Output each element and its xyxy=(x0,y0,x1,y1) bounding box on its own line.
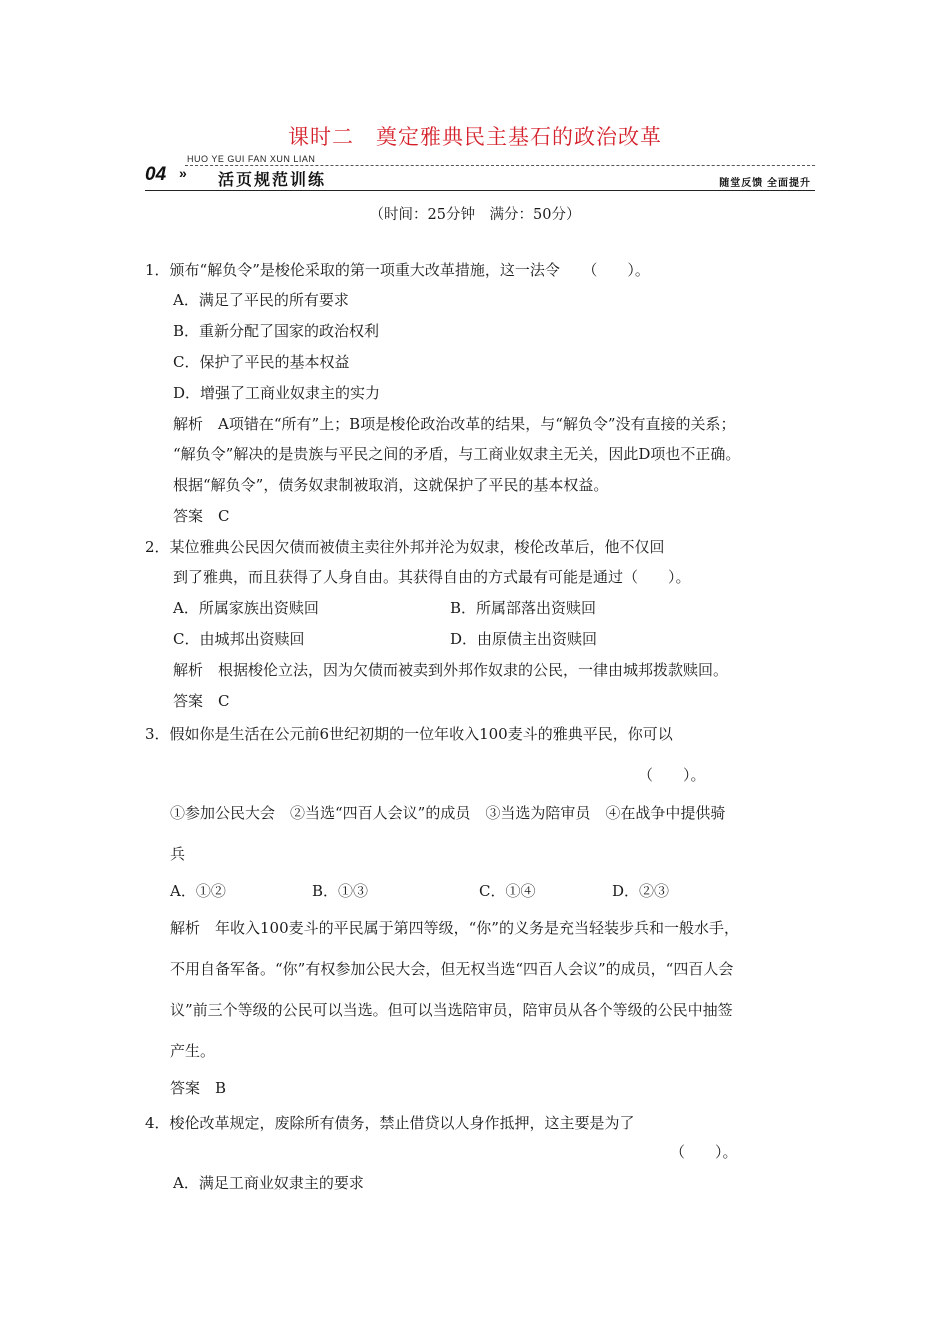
section-number: 04 xyxy=(145,164,167,185)
q3-option-a: A．①② xyxy=(170,882,226,900)
q1-option-c: C．保护了平民的基本权益 xyxy=(173,353,350,371)
section-pinyin: HUO YE GUI FAN XUN LIAN xyxy=(187,154,316,164)
q2-option-b: B．所属部落出资赎回 xyxy=(450,599,597,617)
q2-option-d: D．由原债主出资赎回 xyxy=(450,630,598,648)
q1-stem: 1．颁布“解负令”是梭伦采取的第一项重大改革措施，这一法令 （ ）。 xyxy=(145,261,650,279)
q3-option-d: D．②③ xyxy=(612,882,670,900)
q3-explanation-line: 解析 年收入100麦斗的平民属于第四等级，“你”的义务是充当轻装步兵和一般水手， xyxy=(170,919,739,937)
chevron-icon: » xyxy=(179,165,187,181)
q2-stem-line: 到了雅典，而且获得了人身自由。其获得自由的方式最有可能是通过（ ）。 xyxy=(173,568,691,586)
time-info: （时间：25分钟 满分：50分） xyxy=(369,207,581,223)
q3-items-line: ①参加公民大会 ②当选“四百人会议”的成员 ③当选为陪审员 ④在战争中提供骑 xyxy=(170,804,726,822)
q2-stem-line: 2．某位雅典公民因欠债而被债主卖往外邦并沦为奴隶，梭伦改革后，他不仅回 xyxy=(145,538,665,556)
q1-option-b: B．重新分配了国家的政治权利 xyxy=(173,322,380,340)
q3-items-line: 兵 xyxy=(170,845,186,863)
page-title: 课时二 奠定雅典民主基石的政治改革 xyxy=(288,125,662,149)
q3-option-b: B．①③ xyxy=(312,882,369,900)
q3-explanation-line: 产生。 xyxy=(170,1042,216,1060)
q4-answer-paren: （ ）。 xyxy=(670,1143,738,1161)
q1-option-a: A．满足了平民的所有要求 xyxy=(173,291,349,309)
section-name: 活页规范训练 xyxy=(218,172,327,189)
q3-explanation-line: 不用自备军备。“你”有权参加公民大会，但无权当选“四百人会议”的成员，“四百人会 xyxy=(170,960,734,978)
q2-option-a: A．所属家族出资赎回 xyxy=(173,599,319,617)
q3-answer-paren: （ ）。 xyxy=(638,766,706,784)
dashed-divider xyxy=(185,165,815,166)
q3-option-c: C．①④ xyxy=(479,882,536,900)
q1-answer: 答案 C xyxy=(173,507,230,525)
q1-option-d: D．增强了工商业奴隶主的实力 xyxy=(173,384,381,402)
q2-answer: 答案 C xyxy=(173,692,230,710)
section-banner xyxy=(145,154,815,194)
q3-answer: 答案 B xyxy=(170,1079,227,1097)
q3-stem: 3．假如你是生活在公元前6世纪初期的一位年收入100麦斗的雅典平民，你可以 xyxy=(145,725,673,743)
q2-explanation: 解析 根据梭伦立法，因为欠债而被卖到外邦作奴隶的公民，一律由城邦拨款赎回。 xyxy=(173,661,729,679)
section-tagline: 随堂反馈 全面提升 xyxy=(719,178,811,189)
q1-explanation-line: 根据“解负令”，债务奴隶制被取消，这就保护了平民的基本权益。 xyxy=(173,476,609,494)
q1-explanation-line: “解负令”解决的是贵族与平民之间的矛盾，与工商业奴隶主无关，因此D项也不正确。 xyxy=(173,445,741,463)
q1-explanation-line: 解析 A项错在“所有”上；B项是梭伦政治改革的结果，与“解负令”没有直接的关系； xyxy=(173,415,736,433)
q4-option-a: A．满足工商业奴隶主的要求 xyxy=(173,1174,364,1192)
q3-explanation-line: 议”前三个等级的公民可以当选。但可以当选陪审员，陪审员从各个等级的公民中抽签 xyxy=(170,1001,733,1019)
q2-option-c: C．由城邦出资赎回 xyxy=(173,630,305,648)
q4-stem: 4．梭伦改革规定，废除所有债务，禁止借贷以人身作抵押，这主要是为了 xyxy=(145,1114,635,1132)
solid-divider xyxy=(145,190,815,191)
